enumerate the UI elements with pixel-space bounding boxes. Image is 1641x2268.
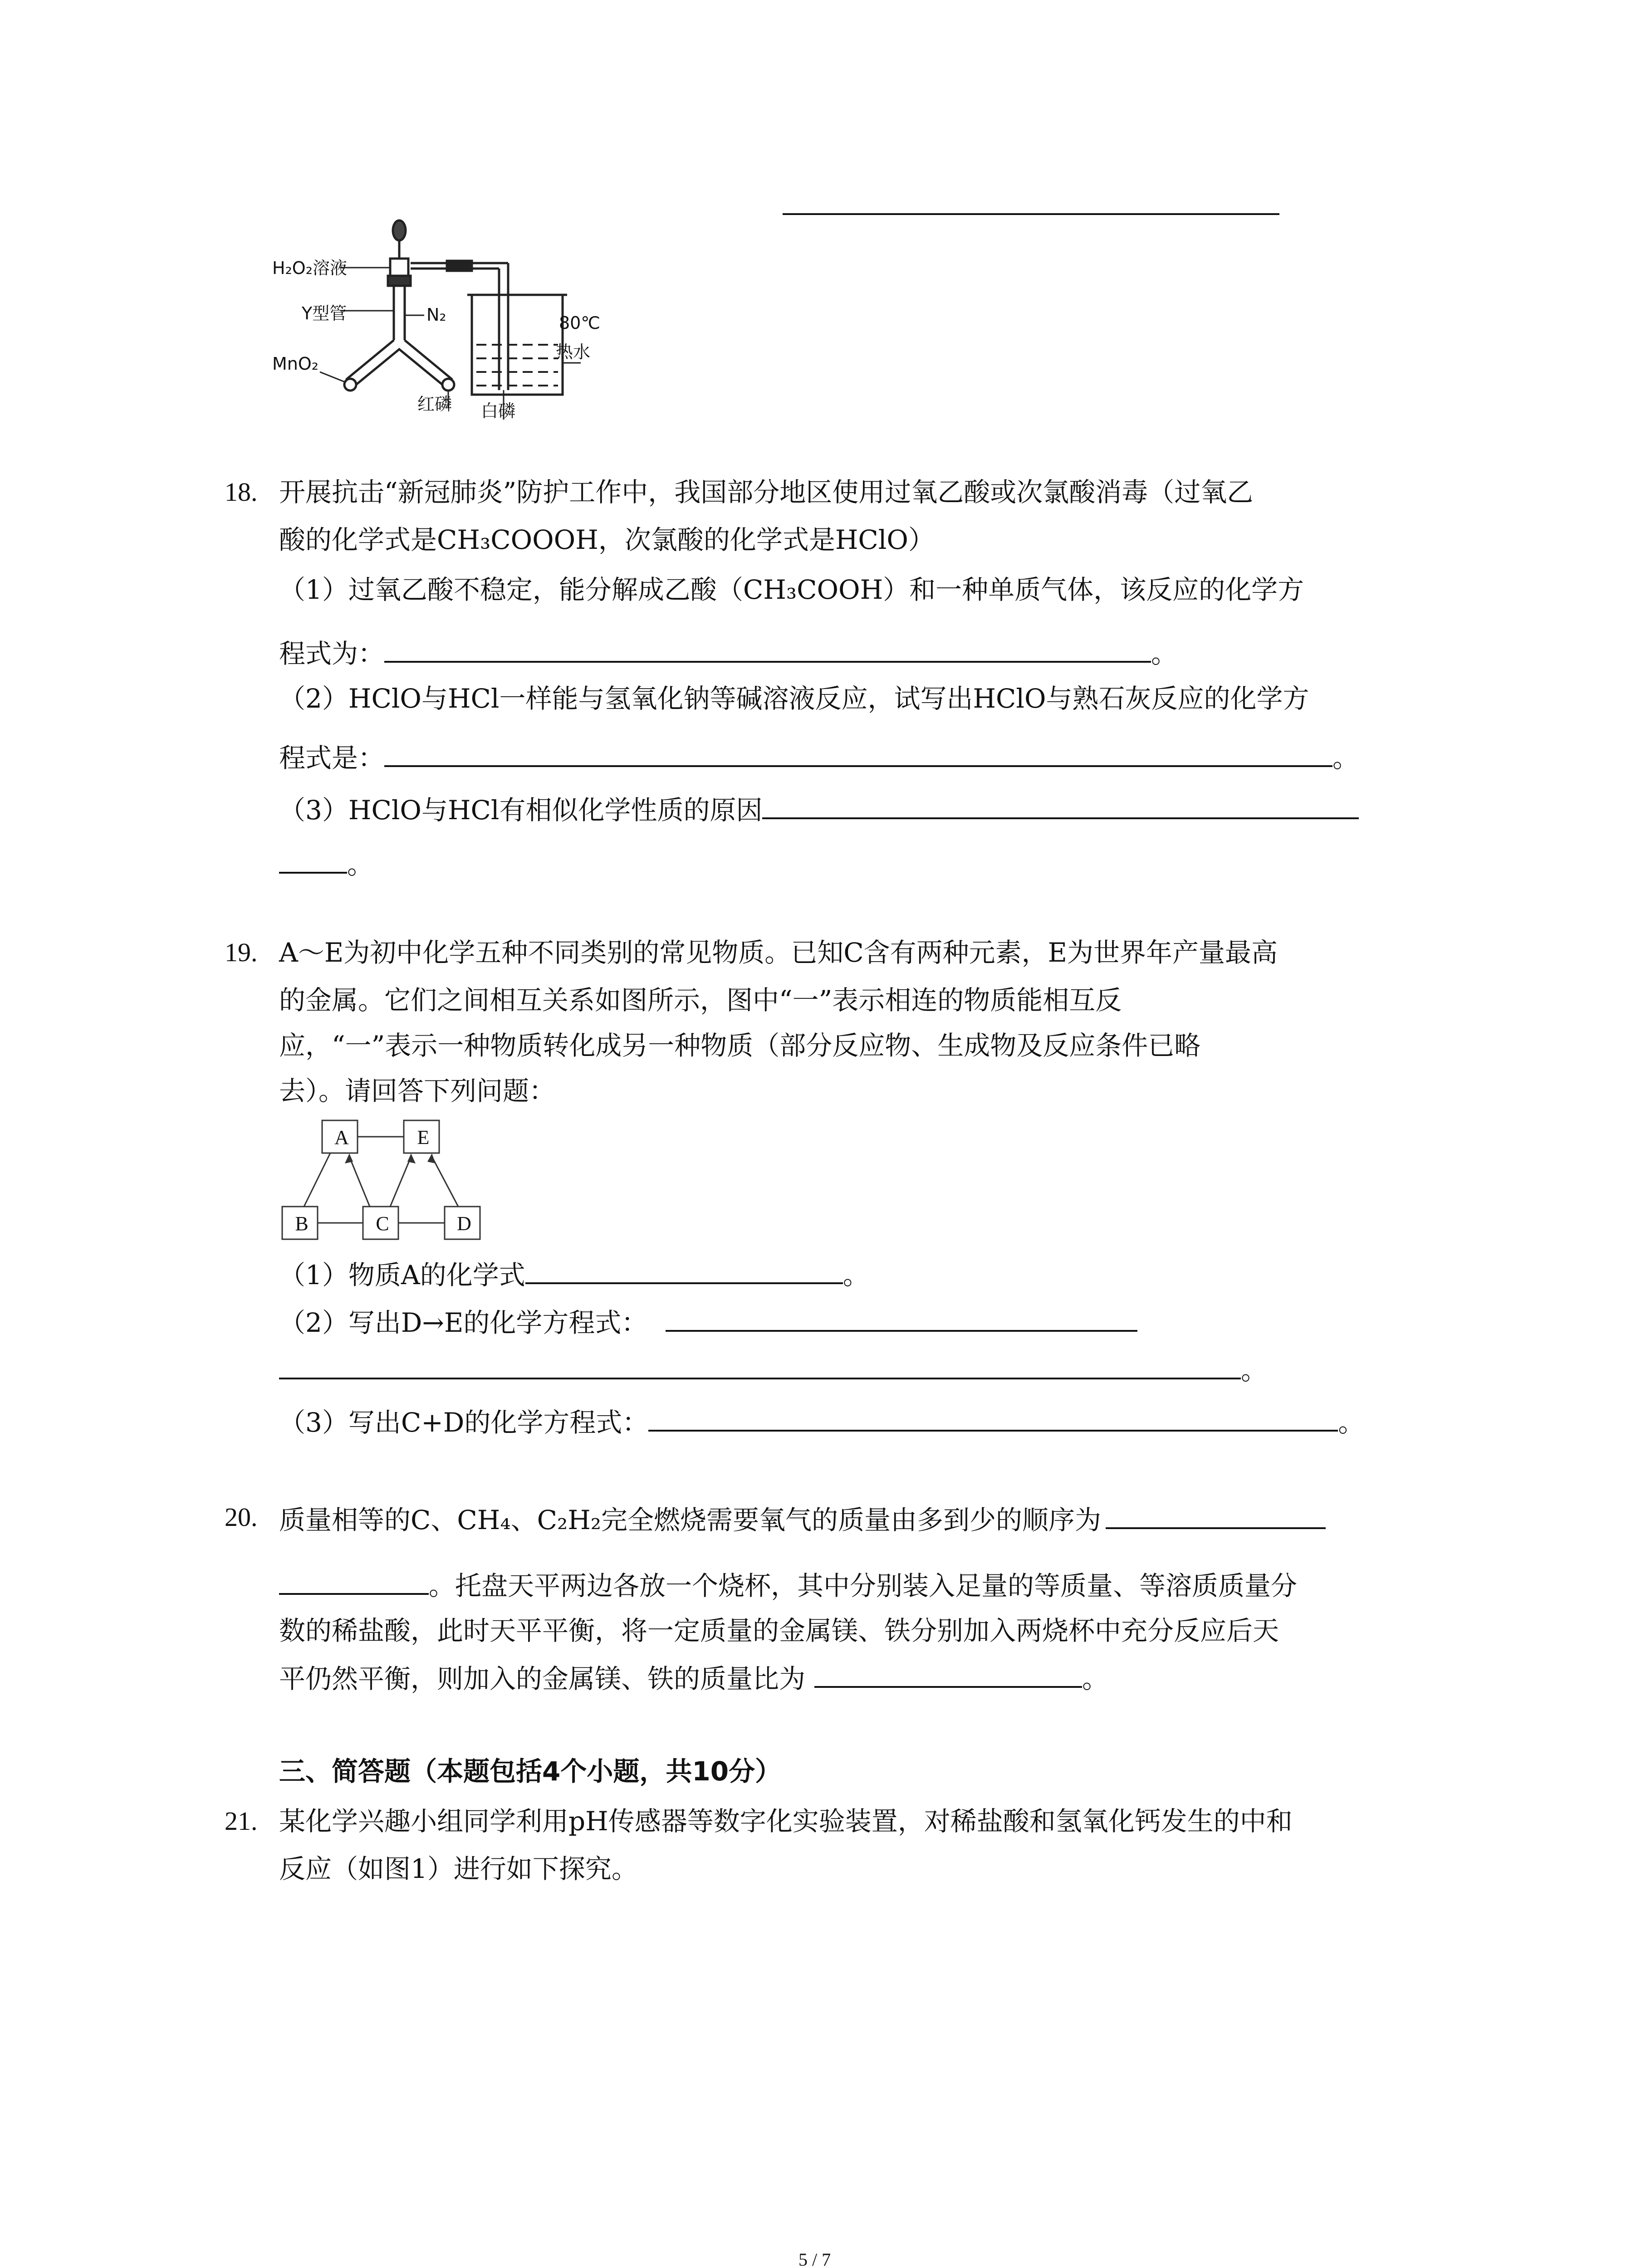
answer-blank-q19-1[interactable]: [525, 1254, 843, 1284]
q20-line-2-text: 。托盘天平两边各放一个烧杯，其中分别装入足量的等质量、等溶质质量分: [429, 1570, 1298, 1601]
label-red-phosphorus: 红磷: [417, 394, 452, 414]
q20-line-1-text: 质量相等的C、CH₄、C₂H₂完全燃烧需要氧气的质量由多到少的顺序为: [279, 1505, 1102, 1535]
question-number-21: 21.: [225, 1806, 258, 1836]
q18-period: 。: [347, 849, 374, 880]
q18-part2-line-2: [279, 737, 1359, 776]
q18-stem-line-2: 酸的化学式是CH₃COOOH，次氯酸的化学式是HClO）: [279, 524, 935, 555]
label-white-phosphorus: 白磷: [481, 401, 516, 421]
page-number: 5 / 7: [798, 2249, 831, 2268]
q19-part2-prompt: （2）写出D→E的化学方程式：: [279, 1307, 648, 1338]
q19-part1: [279, 1254, 869, 1293]
q18-part2-line-1: （2）HClO与HCl一样能与氢氧化钠等碱溶液反应，试写出HClO与熟石灰反应的化学方: [279, 683, 1309, 714]
answer-blank-q20-2[interactable]: [814, 1658, 1082, 1688]
label-hot-water: 热水: [556, 342, 591, 362]
q20-period: 。: [1082, 1663, 1109, 1694]
q20-line-1: [279, 1499, 1326, 1538]
q18-part1-prompt: 程式为：: [279, 638, 385, 669]
q21-line-1: 某化学兴趣小组同学利用pH传感器等数字化实验装置，对稀盐酸和氢氧化钙发生的中和: [279, 1806, 1293, 1837]
answer-blank-q20-1a[interactable]: [1106, 1499, 1326, 1529]
answer-blank-q18-3a[interactable]: [762, 789, 1359, 819]
question-number-19: 19.: [225, 938, 258, 967]
q19-part2-line-1: [279, 1302, 1137, 1341]
q19-stem-line-2: 的金属。它们之间相互关系如图所示，图中“一”表示相连的物质能相互反: [279, 985, 1122, 1016]
q18-period: 。: [1332, 743, 1359, 773]
answer-blank-q18-1[interactable]: [384, 633, 1151, 663]
q18-part1-line-2: [279, 633, 1177, 672]
diagram-node-c: C: [376, 1212, 389, 1235]
q19-period: 。: [1241, 1355, 1268, 1386]
label-n2: N₂: [426, 305, 446, 325]
q18-part3-prompt: （3）HClO与HCl有相似化学性质的原因: [279, 795, 763, 826]
q19-part3: [279, 1402, 1364, 1441]
question-number-18: 18.: [225, 477, 258, 507]
q19-part1-prompt: （1）物质A的化学式: [279, 1260, 525, 1290]
label-mno2: MnO₂: [272, 354, 319, 374]
q18-part3-line-2: [279, 844, 373, 883]
q19-stem-line-3: 应，“一”表示一种物质转化成另一种物质（部分反应物、生成物及反应条件已略: [279, 1030, 1201, 1061]
q18-part1-line-1: （1）过氧乙酸不稳定，能分解成乙酸（CH₃COOH）和一种单质气体，该反应的化学方: [279, 574, 1304, 605]
section-title-short-answer: 三、简答题（本题包括4个小题，共10分）: [279, 1756, 782, 1787]
q19-period: 。: [1338, 1407, 1365, 1438]
answer-blank-q18-3b[interactable]: [279, 844, 347, 874]
q18-stem-line-1: 开展抗击“新冠肺炎”防护工作中，我国部分地区使用过氧乙酸或次氯酸消毒（过氧乙: [279, 477, 1254, 508]
diagram-node-b: B: [295, 1212, 309, 1235]
diagram-node-d: D: [457, 1212, 471, 1235]
q18-part3-line-1: [279, 789, 1359, 828]
diagram-node-e: E: [417, 1126, 430, 1149]
q21-line-2: 反应（如图1）进行如下探究。: [279, 1853, 638, 1884]
q20-line-4: [279, 1658, 1108, 1697]
q19-stem-line-1: A～E为初中化学五种不同类别的常见物质。已知C含有两种元素，E为世界年产量最高: [279, 937, 1278, 968]
label-temperature: 80℃: [559, 313, 601, 333]
answer-blank-q20-1b[interactable]: [279, 1565, 429, 1595]
answer-blank-q19-3[interactable]: [648, 1402, 1338, 1432]
label-y-tube: Y型管: [302, 303, 347, 323]
label-h2o2-solution: H₂O₂溶液: [272, 258, 347, 278]
q20-line-4-text: 平仍然平衡，则加入的金属镁、铁的质量比为: [279, 1663, 806, 1694]
answer-blank-q18-2[interactable]: [384, 737, 1332, 767]
q19-stem-line-4: 去）。请回答下列问题：: [279, 1075, 556, 1106]
q19-period: 。: [843, 1260, 869, 1290]
q20-line-3: 数的稀盐酸，此时天平平衡，将一定质量的金属镁、铁分别加入两烧杯中充分反应后天: [279, 1615, 1279, 1646]
q18-period: 。: [1151, 638, 1178, 669]
diagram-node-a: A: [334, 1126, 349, 1149]
answer-blank-q19-2b[interactable]: [279, 1349, 1241, 1379]
q19-part2-line-2: [279, 1349, 1267, 1388]
answer-blank-q19-2a[interactable]: [666, 1302, 1137, 1332]
q20-line-2: [279, 1565, 1297, 1604]
q18-part2-prompt: 程式是：: [279, 743, 385, 773]
question-number-20: 20.: [225, 1502, 258, 1532]
q19-part3-prompt: （3）写出C+D的化学方程式：: [279, 1407, 649, 1438]
answer-blank-q17[interactable]: [783, 213, 1279, 215]
